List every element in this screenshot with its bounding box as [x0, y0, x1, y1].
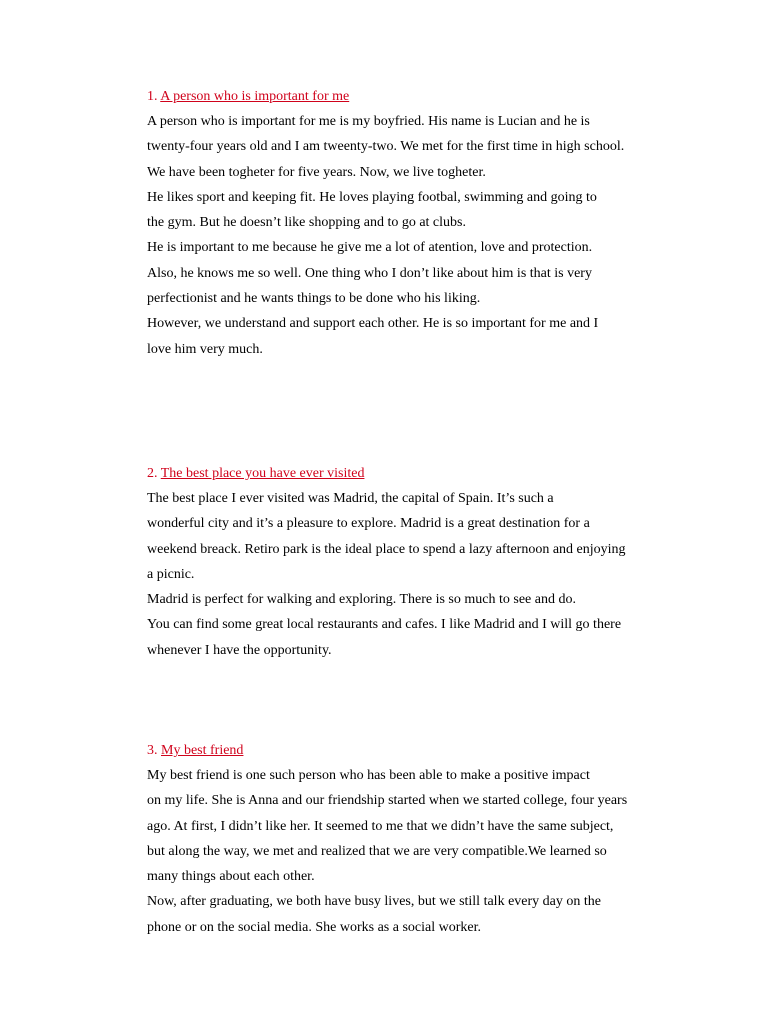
text-line: You can find some great local restaurants and cafes. I like Madrid and I will go there [147, 617, 622, 633]
text-line: He likes sport and keeping fit. He loves playing footbal, swimming and going to [147, 189, 597, 205]
text-line: Also, he knows me so well. One thing who I don’t like about him is that is very [147, 265, 592, 281]
text-line: He is important to me because he give me a lot of atention, love and protection. [147, 240, 593, 256]
paragraph [116, 763, 656, 889]
paragraph [116, 109, 656, 185]
text-line: twenty-four years old and I am tweenty-two. We met for the first time in high school. [147, 139, 625, 155]
text-line: phone or on the social media. She works as a social worker. [147, 919, 481, 935]
text-line: weekend breack. Retiro park is the ideal place to spend a lazy afternoon and enjoying [147, 541, 626, 557]
section-heading [116, 84, 656, 109]
text-line: Now, after graduating, we both have busy lives, but we still talk every day on the [147, 894, 601, 910]
text-line: The best place I ever visited was Madrid, the capital of Spain. It’s such a [147, 491, 554, 506]
section-number: 3. [147, 743, 158, 758]
section-number: 2. [147, 466, 158, 481]
section-heading [116, 738, 656, 763]
paragraph [116, 486, 656, 587]
section-title: A person who is important for me [160, 89, 350, 104]
section-title: The best place you have ever visited [160, 466, 365, 481]
text-line: wonderful city and it’s a pleasure to explore. Madrid is a great destination for a [147, 516, 590, 532]
paragraph [116, 587, 656, 663]
text-line: My best friend is one such person who has been able to make a positive impact [147, 768, 590, 783]
section-3 [116, 738, 656, 940]
text-line: Madrid is perfect for walking and exploring. There is so much to see and do. [147, 592, 576, 608]
paragraph [116, 889, 656, 940]
text-line: love him very much. [147, 341, 263, 357]
text-line: ago. At first, I didn’t like her. It seemed to me that we didn’t have the same subject, [147, 818, 614, 834]
section-1 [116, 84, 656, 362]
section-number: 1. [147, 89, 158, 104]
paragraph [116, 185, 656, 236]
text-line: many things about each other. [147, 869, 315, 885]
text-line: However, we understand and support each other. He is so important for me and I [147, 316, 599, 332]
section-2 [116, 461, 656, 663]
text-line: whenever I have the opportunity. [147, 642, 332, 658]
text-line: but along the way, we met and realized that we are very compatible.We learned so [147, 843, 607, 859]
text-line: perfectionist and he wants things to be done who his liking. [147, 291, 481, 307]
paragraph [116, 311, 656, 362]
text-line: A person who is important for me is my boyfried. His name is Lucian and he is [147, 114, 590, 129]
text-line: a picnic. [147, 566, 195, 582]
paragraph [116, 235, 656, 311]
section-heading [116, 461, 656, 486]
text-line: the gym. But he doesn’t like shopping and to go at clubs. [147, 215, 466, 231]
text-line: We have been togheter for five years. Now, we live togheter. [147, 164, 486, 180]
section-title: My best friend [161, 743, 244, 758]
text-line: on my life. She is Anna and our friendship started when we started college, four years [147, 793, 628, 809]
